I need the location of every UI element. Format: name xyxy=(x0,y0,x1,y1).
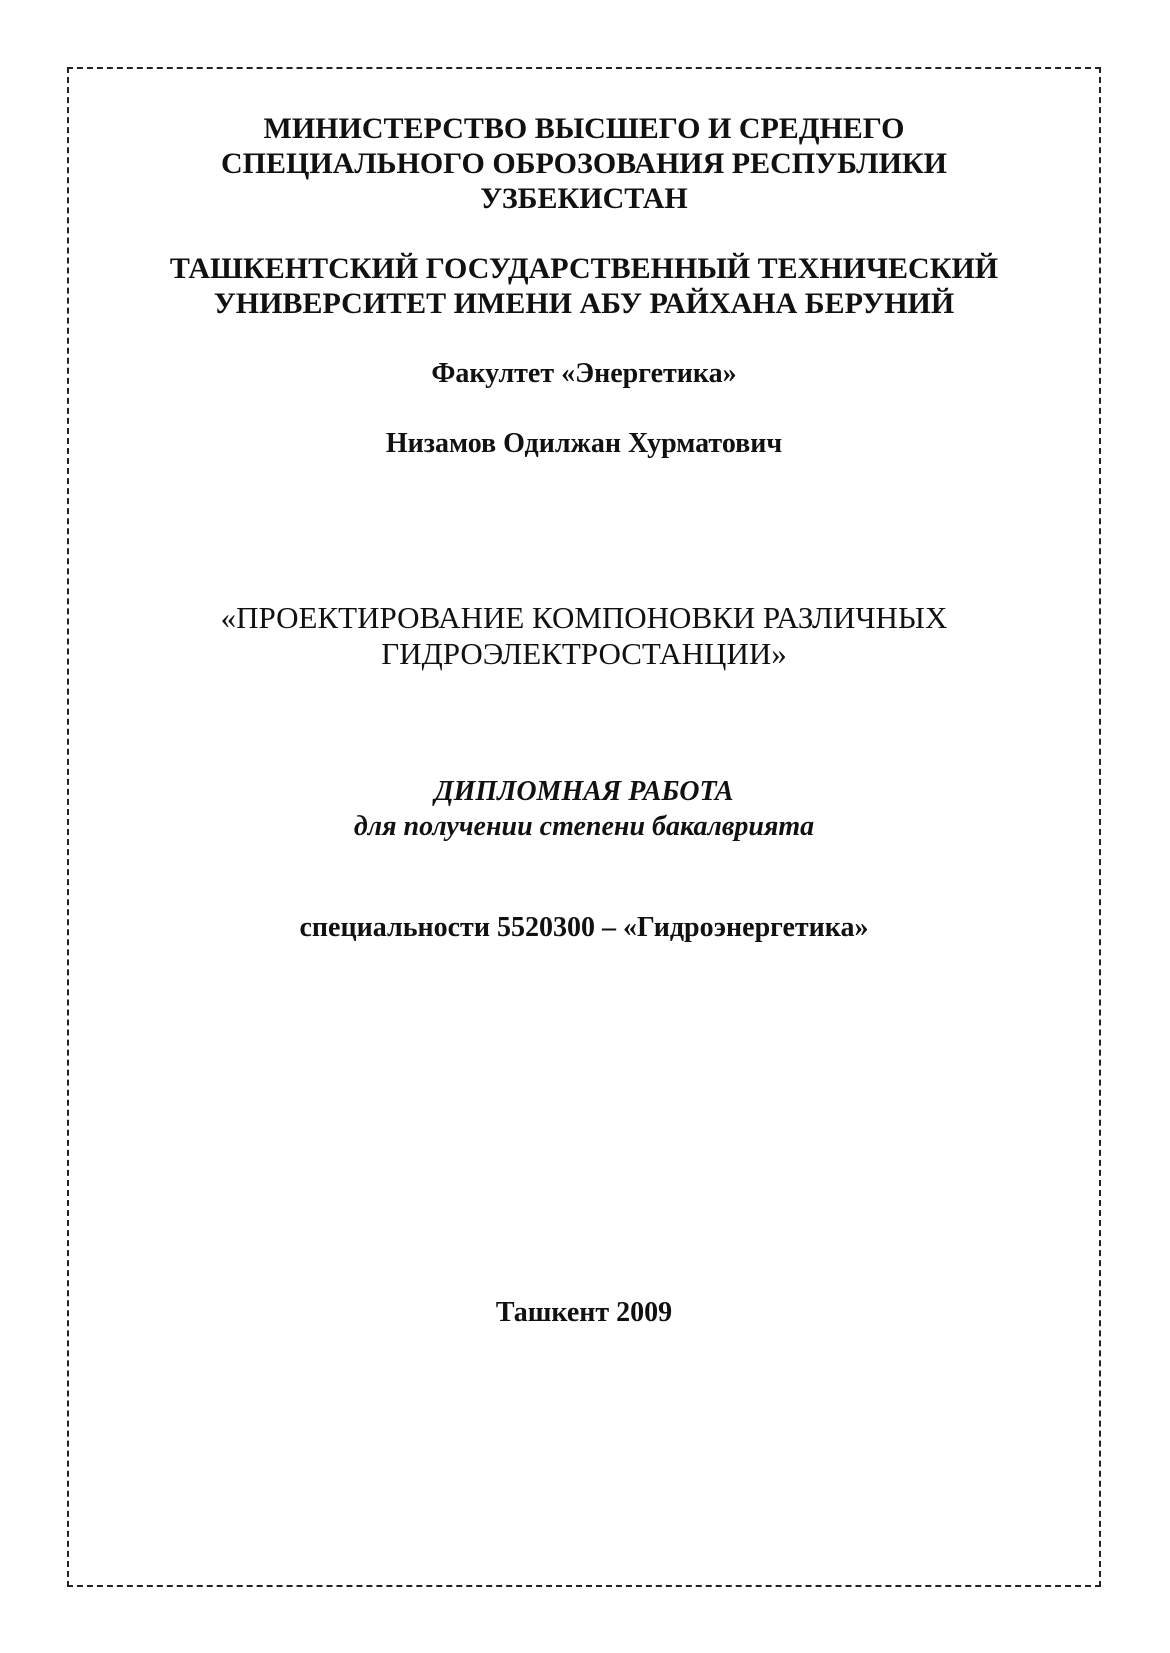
work-title-line-1: «ПРОЕКТИРОВАНИЕ КОМПОНОВКИ РАЗЛИЧНЫХ xyxy=(220,600,948,635)
university-line-1: ТАШКЕНТСКИЙ ГОСУДАРСТВЕННЫЙ ТЕХНИЧЕСКИЙ xyxy=(169,252,999,285)
work-type: ДИПЛОМНАЯ РАБОТА xyxy=(434,776,734,807)
work-title-line-2: ГИДРОЭЛЕКТРОСТАНЦИИ» xyxy=(381,636,787,671)
ministry-line-1: МИНИСТЕРСТВО ВЫСШЕГО И СРЕДНЕГО xyxy=(263,112,905,145)
faculty-name: Факултет «Энергетика» xyxy=(431,358,737,389)
ministry-line-2: СПЕЦИАЛЬНОГО ОБРОЗОВАНИЯ РЕСПУБЛИКИ xyxy=(220,147,948,180)
degree-purpose: для получении степени бакалврията xyxy=(353,811,815,842)
author-name: Низамов Одилжан Хурматович xyxy=(385,428,783,459)
ministry-line-3: УЗБЕКИСТАН xyxy=(480,182,688,215)
specialty: специальности 5520300 – «Гидроэнергетика» xyxy=(299,912,869,943)
university-line-2: УНИВЕРСИТЕТ ИМЕНИ АБУ РАЙХАНА БЕРУНИЙ xyxy=(213,287,955,320)
place-year: Ташкент 2009 xyxy=(495,1297,673,1328)
